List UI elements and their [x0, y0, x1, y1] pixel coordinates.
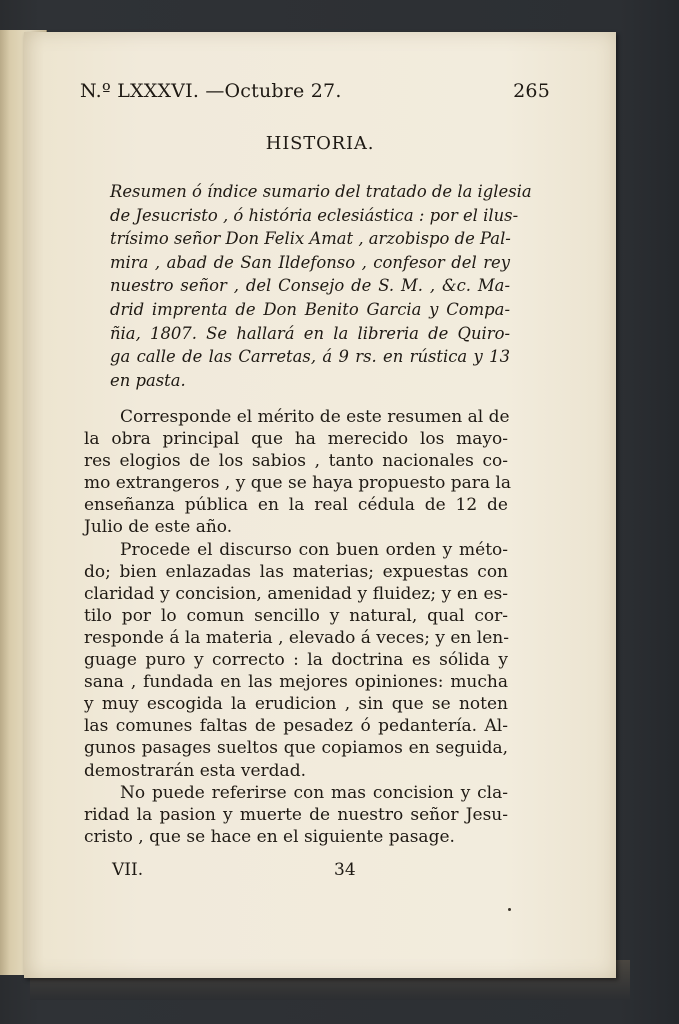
- body-line: enseñanza pública en la real cédula de 12 de: [84, 495, 508, 516]
- page: [24, 32, 616, 978]
- citation-line: nuestro señor , del Consejo de S. M. , &c. Ma-: [110, 276, 510, 296]
- citation-line: en pasta.: [110, 370, 186, 390]
- issue-heading: N.º LXXXVI. —Octubre 27.: [80, 80, 342, 102]
- body-line: guage puro y correcto : la doctrina es sólida y: [84, 650, 508, 671]
- citation-line: ñia, 1807. Se hallará en la libreria de Quiro-: [110, 323, 510, 343]
- body-line: cristo , que se hace en el siguiente pasage.: [84, 826, 455, 847]
- body-line: res elogios de los sabios , tanto nacionales co-: [84, 451, 508, 472]
- body-line: Procede el discurso con buen orden y méto-: [120, 539, 508, 560]
- book-citation: [110, 180, 532, 392]
- gathering-signature: VII.: [112, 860, 144, 880]
- body-line: demostrarán esta verdad.: [84, 760, 306, 781]
- body-line: tilo por lo comun sencillo y natural, qual cor-: [84, 605, 508, 626]
- citation-line: ga calle de las Carretas, á 9 rs. en rústica y 13: [110, 347, 510, 367]
- body-line: las comunes faltas de pesadez ó pedantería. Al-: [84, 716, 508, 737]
- citation-line: Resumen ó índice sumario del tratado de la iglesia: [110, 182, 532, 201]
- body-line: Julio de este año.: [84, 517, 233, 538]
- body-line: No puede referirse con mas concision y cla-: [120, 782, 508, 803]
- body-line: do; bien enlazadas las materias; expuestas con: [84, 561, 508, 582]
- body-line: claridad y concision, amenidad y fluidez; y en es-: [84, 583, 508, 604]
- body-line: mo extrangeros , y que se haya propuesto para la: [84, 473, 511, 494]
- body-line: gunos pasages sueltos que copiamos en seguida,: [84, 738, 508, 759]
- body-line: y muy escogida la erudicion , sin que se noten: [84, 694, 508, 715]
- sheet-number: 34: [334, 860, 356, 880]
- body-line: responde á la materia , elevado á veces; y en len-: [84, 627, 509, 648]
- citation-line: trísimo señor Don Felix Amat , arzobispo de Pal-: [110, 229, 511, 249]
- body-line: la obra principal que ha merecido los mayo-: [84, 429, 508, 450]
- ink-speck: [508, 908, 511, 911]
- body-line: ridad la pasion y muerte de nuestro señor Jesu-: [84, 804, 508, 825]
- body-text: [84, 406, 511, 848]
- body-line: sana , fundada en las mejores opiniones: mucha: [84, 672, 508, 693]
- page-number: 265: [513, 80, 550, 102]
- body-line: Corresponde el mérito de este resumen al de: [120, 407, 510, 427]
- citation-line: de Jesucristo , ó história eclesiástica : por el ilus-: [110, 205, 519, 225]
- citation-line: drid imprenta de Don Benito Garcia y Compa-: [110, 299, 510, 319]
- citation-line: mira , abad de San Ildefonso , confesor del rey: [110, 252, 510, 272]
- section-title: HISTORIA.: [265, 133, 375, 154]
